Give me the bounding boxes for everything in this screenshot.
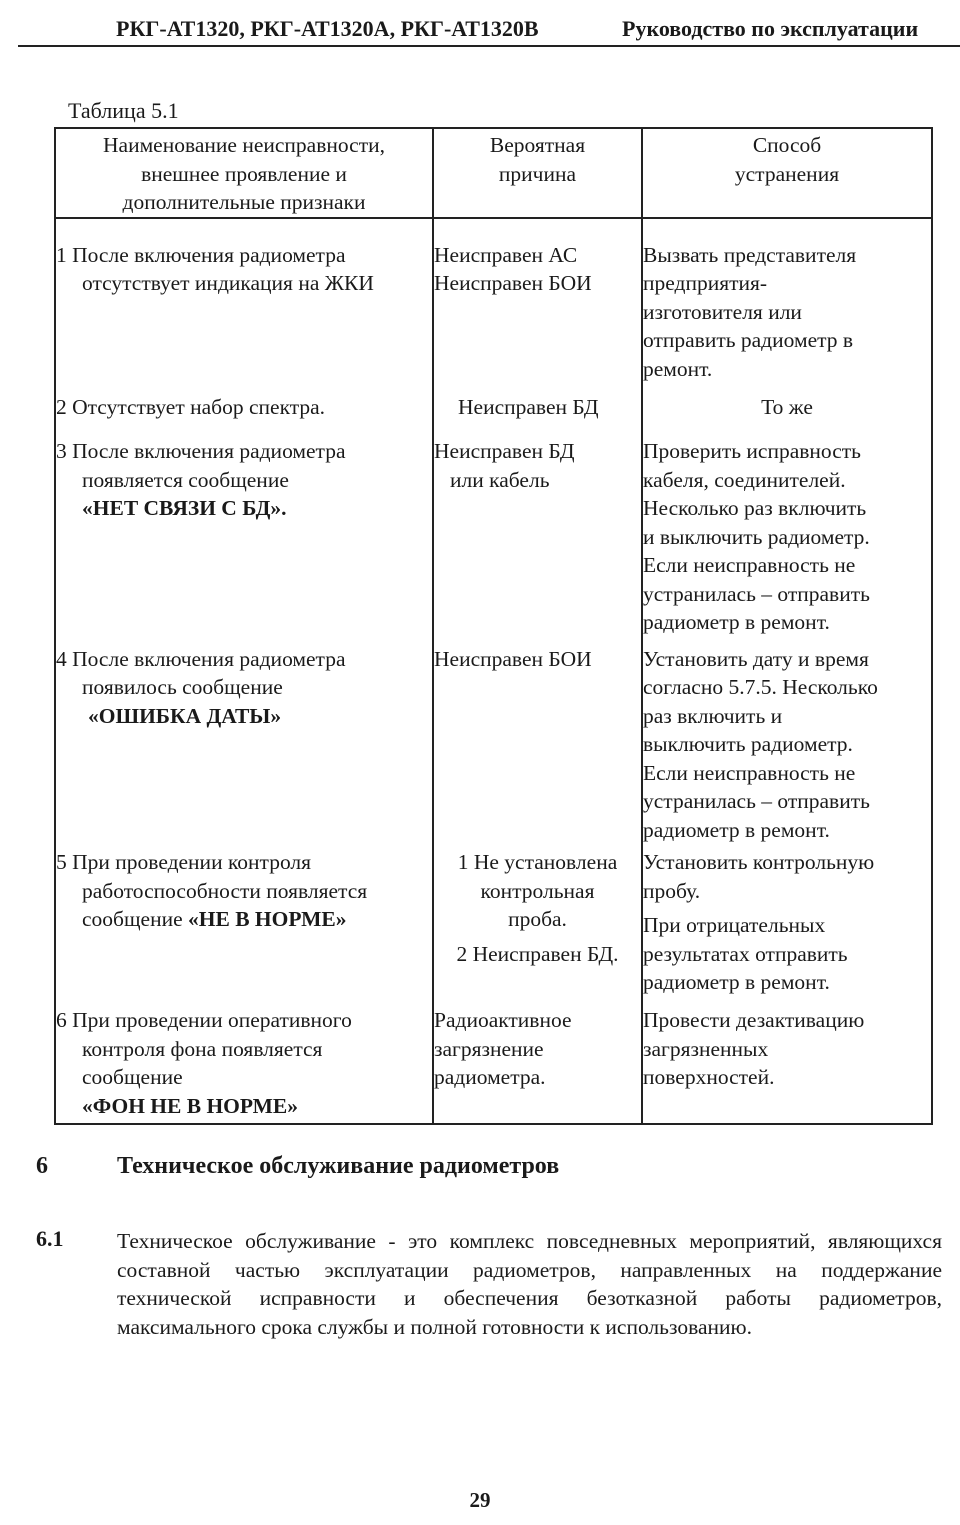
remedy-line: результатах отправить xyxy=(643,941,848,966)
cause-line: Неисправен БД xyxy=(434,439,575,463)
remedy-cell xyxy=(642,844,932,1002)
header-line: Способ xyxy=(752,133,822,157)
remedy-line: изготовителя или xyxy=(643,299,802,324)
remedy-line: предприятия- xyxy=(643,271,768,295)
problem-line: 4 После включения радиометра xyxy=(56,646,346,671)
cause-cell xyxy=(433,1002,642,1124)
header-line: Наименование неисправности, xyxy=(103,133,385,157)
error-message: «НЕ В НОРМЕ» xyxy=(188,907,347,931)
paragraph-number: 6.1 xyxy=(36,1226,64,1251)
cause-line: Радиоактивное xyxy=(434,1008,572,1032)
remedy-line: устранилась – отправить xyxy=(643,789,870,813)
cause-cell xyxy=(433,218,642,384)
remedy-line: Проверить исправность xyxy=(643,439,861,463)
cause-line: контрольная xyxy=(480,878,595,903)
page-number: 29 xyxy=(469,1488,491,1512)
cause-line: проба. xyxy=(508,907,567,931)
header-manual-label: Руководство по эксплуатации xyxy=(622,16,919,41)
remedy-line: Установить контрольную xyxy=(643,850,875,874)
remedy-line: Установить дату и время xyxy=(643,646,869,671)
table-row xyxy=(55,383,932,425)
problem-line xyxy=(56,905,432,934)
remedy-line: Провести дезактивацию xyxy=(643,1008,865,1032)
table-row xyxy=(55,1002,932,1124)
cause-cell xyxy=(433,844,642,1002)
remedy-cell xyxy=(642,637,932,845)
problem-line: сообщение xyxy=(82,1065,183,1089)
header-line: дополнительные признаки xyxy=(122,190,366,214)
error-message: «ОШИБКА ДАТЫ» xyxy=(88,703,282,728)
table-row xyxy=(55,218,932,384)
problem-cell xyxy=(55,425,433,637)
header-line: устранения xyxy=(734,161,840,186)
cause-line: радиометра. xyxy=(434,1065,546,1089)
table-header-row xyxy=(55,128,932,218)
problem-line: появилось сообщение xyxy=(82,675,283,699)
problem-line: 3 После включения радиометра xyxy=(56,439,346,463)
header-line: причина xyxy=(498,161,577,186)
problem-line: 2 Отсутствует набор спектра. xyxy=(56,395,326,419)
cause-line: Неисправен БОИ xyxy=(434,271,592,295)
cause-line: или кабель xyxy=(450,467,550,492)
problem-cell xyxy=(55,637,433,845)
header-line: Вероятная xyxy=(489,133,586,157)
remedy-line: кабеля, соединителей. xyxy=(643,467,846,492)
table-caption: Таблица 5.1 xyxy=(68,98,179,123)
cause-line: Неисправен БД xyxy=(458,395,599,419)
table-row xyxy=(55,637,932,845)
cause-cell xyxy=(433,637,642,845)
remedy-line: радиометр в ремонт. xyxy=(643,970,830,994)
problem-line: 1 После включения радиометра xyxy=(56,242,346,267)
remedy-line: радиометр в ремонт. xyxy=(643,610,830,634)
remedy-line: Вызвать представителя xyxy=(643,242,857,267)
problem-cell xyxy=(55,1002,433,1124)
section-number: 6 xyxy=(36,1153,48,1179)
remedy-line: отправить радиометр в xyxy=(643,328,854,352)
remedy-cell xyxy=(642,425,932,637)
remedy-line: раз включить и xyxy=(643,703,783,728)
paragraph-text: Техническое обслуживание - это комплекс повседневных мероприятий, являющихся составной частью эксплуатации радиометров, направленных на поддержание технической исправности и обеспечения безотказной работы радиометров, максимального срока службы и полной готовности к использованию. xyxy=(117,1229,942,1339)
header-remedy xyxy=(642,128,932,218)
remedy-line: Если неисправность не xyxy=(643,553,856,577)
header-document-title: РКГ-АТ1320, РКГ-АТ1320А, РКГ-АТ1320В xyxy=(116,16,539,41)
problem-line: 6 При проведении оперативного xyxy=(56,1008,352,1032)
problem-cell xyxy=(55,383,433,425)
problem-line: отсутствует индикация на ЖКИ xyxy=(82,271,374,295)
remedy-line: выключить радиометр. xyxy=(643,732,853,756)
header-divider xyxy=(18,45,960,47)
troubleshooting-table xyxy=(54,127,933,1125)
error-message: «ФОН НЕ В НОРМЕ» xyxy=(82,1093,299,1118)
cause-line: Неисправен АС xyxy=(434,242,578,267)
cause-cell xyxy=(433,425,642,637)
problem-cell xyxy=(55,844,433,1002)
remedy-line: Несколько раз включить xyxy=(643,496,867,520)
problem-line: работоспособности появляется xyxy=(82,878,368,903)
header-problem xyxy=(55,128,433,218)
problem-line: контроля фона появляется xyxy=(82,1036,323,1061)
remedy-line: устранилась – отправить xyxy=(643,581,870,606)
remedy-line: загрязненных xyxy=(643,1036,769,1061)
remedy-line: согласно 5.7.5. Несколько xyxy=(643,675,878,699)
cause-cell xyxy=(433,383,642,425)
section-title: Техническое обслуживание радиометров xyxy=(117,1153,560,1179)
cause-line: 1 Не установлена xyxy=(457,850,618,874)
cause-line: 2 Неисправен БД. xyxy=(456,941,619,966)
remedy-line: Если неисправность не xyxy=(643,760,856,785)
cause-line: Неисправен БОИ xyxy=(434,646,592,671)
remedy-line: ремонт. xyxy=(643,356,713,381)
remedy-line: поверхностей. xyxy=(643,1065,775,1089)
error-message: «НЕТ СВЯЗИ С БД». xyxy=(82,496,287,520)
header-line: внешнее проявление и xyxy=(141,161,347,186)
remedy-line: и выключить радиометр. xyxy=(643,524,870,549)
remedy-cell xyxy=(642,383,932,425)
remedy-line: То же xyxy=(761,395,813,419)
table-row xyxy=(55,844,932,1002)
table-row xyxy=(55,425,932,637)
problem-line: появляется сообщение xyxy=(82,467,289,492)
remedy-cell xyxy=(642,218,932,384)
remedy-cell xyxy=(642,1002,932,1124)
problem-cell xyxy=(55,218,433,384)
cause-line: загрязнение xyxy=(434,1036,544,1061)
remedy-line: пробу. xyxy=(643,878,701,903)
problem-line: 5 При проведении контроля xyxy=(56,850,312,874)
remedy-line: При отрицательных xyxy=(643,913,826,937)
message-prefix: сообщение xyxy=(82,907,189,931)
remedy-line: радиометр в ремонт. xyxy=(643,817,830,842)
header-cause xyxy=(433,128,642,218)
